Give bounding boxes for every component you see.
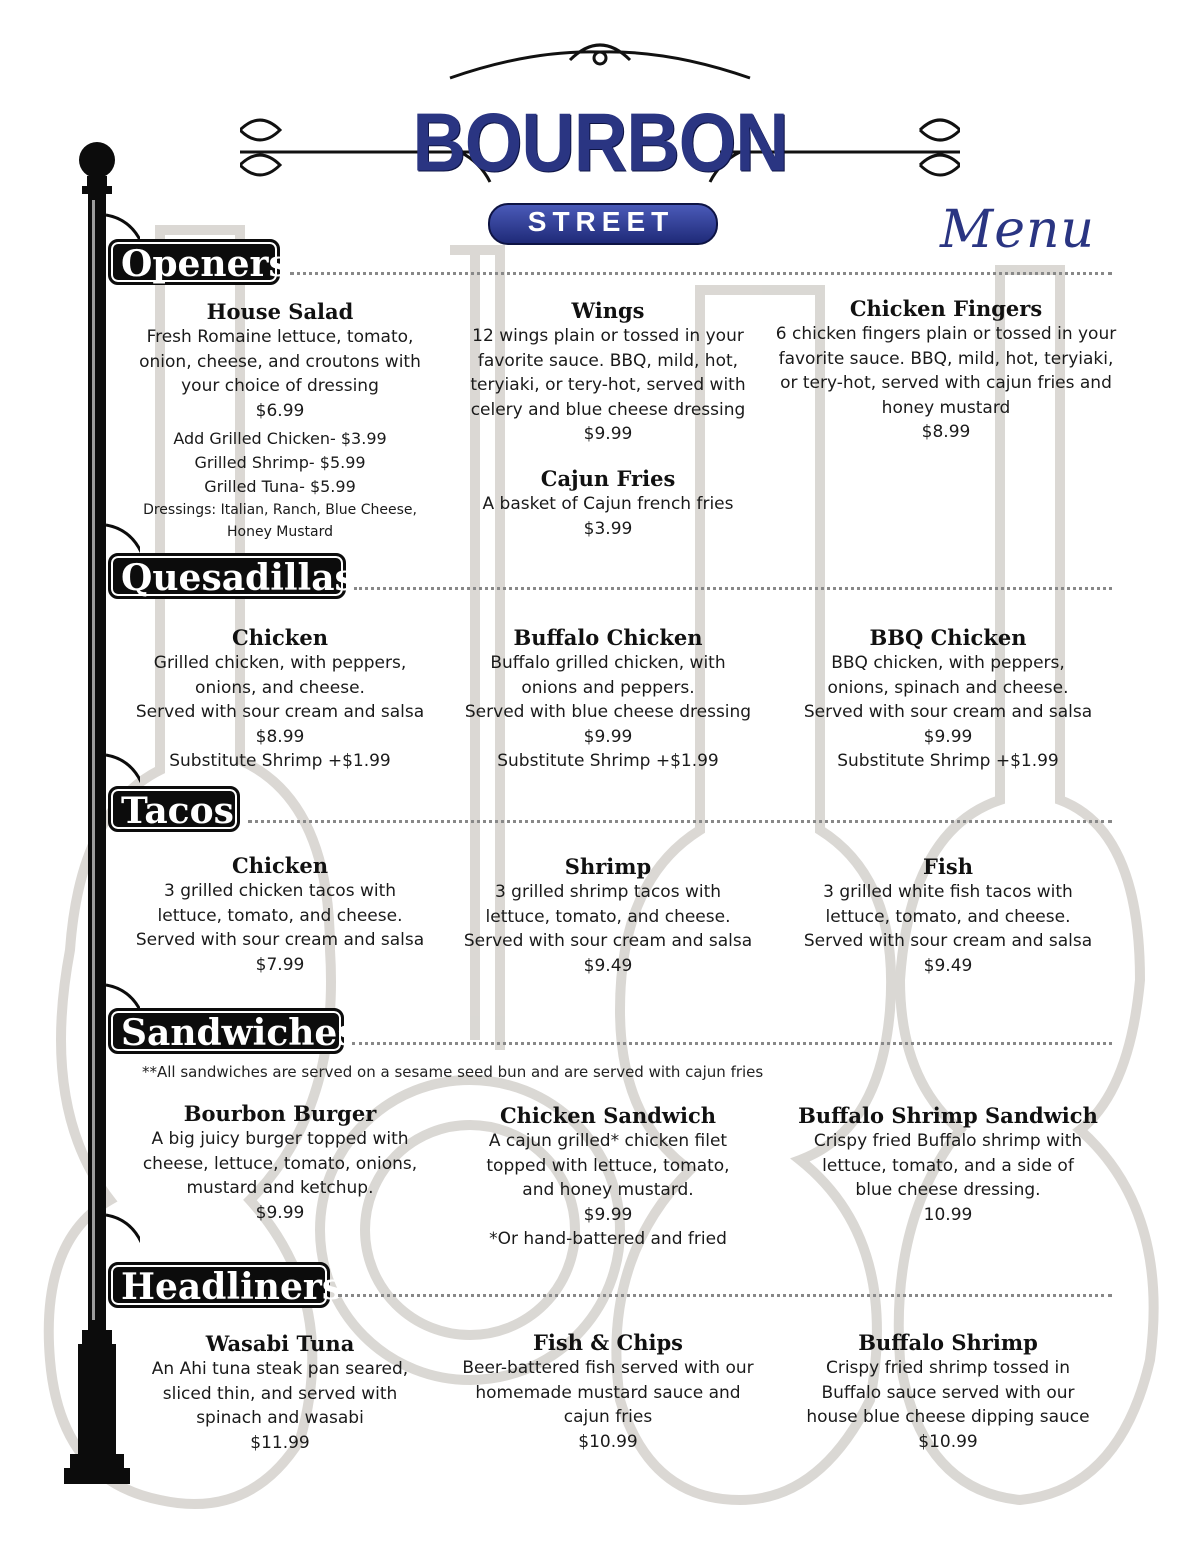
item-price: $10.99 bbox=[918, 1431, 978, 1452]
item-name: House Salad bbox=[206, 299, 354, 324]
item-desc: cajun fries bbox=[563, 1407, 653, 1427]
item-name: Chicken Sandwich bbox=[499, 1103, 717, 1128]
item-desc: 12 wings plain or tossed in your bbox=[472, 326, 744, 346]
menu-item-quesadilla-buffalo-chicken bbox=[448, 624, 768, 774]
item-desc: 3 grilled chicken tacos with bbox=[163, 881, 397, 901]
menu-item-quesadilla-chicken bbox=[120, 624, 440, 774]
item-name: Buffalo Shrimp Sandwich bbox=[798, 1103, 1098, 1128]
item-desc: and honey mustard. bbox=[522, 1180, 694, 1200]
item-desc: blue cheese dressing. bbox=[855, 1180, 1041, 1200]
item-desc: 3 grilled shrimp tacos with bbox=[494, 882, 722, 902]
item-price: $9.49 bbox=[923, 955, 973, 976]
item-desc: topped with lettuce, tomato, bbox=[486, 1155, 730, 1176]
item-name: Shrimp bbox=[564, 854, 652, 879]
item-price: $10.99 bbox=[578, 1431, 638, 1452]
item-name: Fish bbox=[923, 854, 973, 879]
brand-sub: STREET bbox=[527, 206, 675, 237]
item-price: $6.99 bbox=[255, 400, 305, 421]
item-desc: BBQ chicken, with peppers, bbox=[831, 653, 1065, 673]
section-rule-sandwiches bbox=[352, 1042, 1112, 1045]
item-name: Wasabi Tuna bbox=[205, 1331, 355, 1356]
item-price: $9.99 bbox=[923, 726, 973, 747]
item-desc: Served with sour cream and salsa bbox=[803, 931, 1093, 951]
item-addon: Substitute Shrimp +$1.99 bbox=[497, 751, 719, 771]
item-desc: homemade mustard sauce and bbox=[475, 1382, 741, 1403]
item-desc: cheese, lettuce, tomato, onions, bbox=[142, 1153, 418, 1174]
menu-script-title: Menu bbox=[940, 200, 1095, 260]
menu-item-taco-chicken bbox=[120, 852, 440, 977]
item-desc: Crispy fried Buffalo shrimp with bbox=[813, 1131, 1083, 1151]
item-addon: Add Grilled Chicken- $3.99 bbox=[173, 429, 387, 448]
item-price: $9.49 bbox=[583, 955, 633, 976]
logo bbox=[240, 40, 960, 237]
item-desc: lettuce, tomato, and cheese. bbox=[825, 906, 1071, 927]
section-rule-tacos bbox=[248, 820, 1112, 823]
section-rule-openers bbox=[290, 272, 1112, 275]
menu-item-wasabi-tuna bbox=[120, 1330, 440, 1455]
item-price: $3.99 bbox=[583, 518, 633, 539]
item-desc: Fresh Romaine lettuce, tomato, bbox=[146, 327, 414, 347]
menu-item-cajun-fries bbox=[448, 465, 768, 541]
item-price: 10.99 bbox=[923, 1204, 973, 1225]
section-header-sandwiches: Sandwiches bbox=[108, 1008, 344, 1054]
item-desc: favorite sauce. BBQ, mild, hot, bbox=[477, 350, 739, 371]
menu-item-buffalo-shrimp-sandwich bbox=[778, 1102, 1118, 1227]
item-name: BBQ Chicken bbox=[869, 625, 1027, 650]
item-addon: Substitute Shrimp +$1.99 bbox=[837, 751, 1059, 771]
item-price: $9.99 bbox=[583, 1204, 633, 1225]
item-desc: your choice of dressing bbox=[181, 376, 379, 396]
item-desc: Served with sour cream and salsa bbox=[463, 931, 753, 951]
item-desc: house blue cheese dipping sauce bbox=[806, 1407, 1090, 1427]
item-desc: onions, spinach and cheese. bbox=[827, 677, 1069, 698]
item-desc: Served with sour cream and salsa bbox=[803, 702, 1093, 722]
item-desc: 3 grilled white fish tacos with bbox=[823, 882, 1073, 902]
item-name: Chicken bbox=[232, 853, 328, 878]
item-name: Buffalo Chicken bbox=[513, 625, 703, 650]
item-desc: onions and peppers. bbox=[521, 677, 695, 698]
sandwiches-note: **All sandwiches are served on a sesame seed bun and are served with cajun fries bbox=[142, 1063, 764, 1081]
section-header-tacos: Tacos bbox=[108, 786, 240, 832]
item-name: Buffalo Shrimp bbox=[858, 1330, 1038, 1355]
item-desc: Crispy fried shrimp tossed in bbox=[825, 1358, 1071, 1378]
item-price: $8.99 bbox=[255, 726, 305, 747]
item-desc: Beer-battered fish served with our bbox=[462, 1358, 754, 1378]
item-price: $9.99 bbox=[583, 726, 633, 747]
item-desc: A big juicy burger topped with bbox=[151, 1129, 409, 1149]
item-name: Chicken Fingers bbox=[849, 296, 1043, 321]
item-addon: Grilled Tuna- $5.99 bbox=[204, 477, 356, 496]
item-desc: teryiaki, or tery-hot, served with bbox=[470, 375, 746, 395]
menu-item-wings bbox=[448, 297, 768, 447]
item-desc: A basket of Cajun french fries bbox=[482, 494, 734, 514]
item-desc: or tery-hot, served with cajun fries and bbox=[780, 373, 1112, 393]
item-dressings: Dressings: Italian, Ranch, Blue Cheese, bbox=[143, 502, 417, 518]
menu-item-chicken-sandwich bbox=[448, 1102, 768, 1252]
item-desc: 6 chicken fingers plain or tossed in your bbox=[775, 324, 1117, 344]
item-name: Cajun Fries bbox=[540, 466, 676, 491]
item-dressings: Honey Mustard bbox=[226, 524, 334, 540]
item-desc: lettuce, tomato, and cheese. bbox=[485, 906, 731, 927]
menu-item-quesadilla-bbq-chicken bbox=[788, 624, 1108, 774]
item-name: Bourbon Burger bbox=[183, 1101, 377, 1126]
brand-name: BOURBON bbox=[412, 95, 788, 189]
menu-item-chicken-fingers bbox=[766, 295, 1126, 445]
item-addon: Substitute Shrimp +$1.99 bbox=[169, 751, 391, 771]
menu-item-bourbon-burger bbox=[120, 1100, 440, 1225]
section-header-openers: Openers bbox=[108, 239, 280, 285]
item-desc: lettuce, tomato, and a side of bbox=[822, 1155, 1074, 1176]
item-desc: Buffalo grilled chicken, with bbox=[490, 653, 726, 673]
item-name: Wings bbox=[571, 298, 645, 323]
item-price: $9.99 bbox=[255, 1202, 305, 1223]
menu-item-taco-fish bbox=[788, 853, 1108, 978]
section-header-quesadillas: Quesadillas bbox=[108, 553, 346, 599]
item-desc: favorite sauce. BBQ, mild, hot, teryiaki, bbox=[778, 348, 1114, 369]
item-desc: sliced thin, and served with bbox=[162, 1383, 398, 1404]
item-desc: Grilled chicken, with peppers, bbox=[153, 653, 407, 673]
item-desc: Served with sour cream and salsa bbox=[135, 930, 425, 950]
item-desc: mustard and ketchup. bbox=[186, 1178, 374, 1198]
item-name: Fish & Chips bbox=[532, 1330, 684, 1355]
item-note: *Or hand-battered and fried bbox=[489, 1229, 727, 1249]
section-header-headliners: Headliners bbox=[108, 1262, 330, 1308]
item-desc: A cajun grilled* chicken filet bbox=[488, 1131, 728, 1151]
item-price: $8.99 bbox=[921, 422, 971, 442]
section-rule-quesadillas bbox=[354, 587, 1112, 590]
item-desc: onions, and cheese. bbox=[195, 677, 365, 698]
item-desc: Buffalo sauce served with our bbox=[821, 1382, 1075, 1403]
item-desc: honey mustard bbox=[881, 397, 1011, 418]
item-price: $7.99 bbox=[255, 954, 305, 975]
item-desc: An Ahi tuna steak pan seared, bbox=[151, 1359, 409, 1379]
item-desc: Served with sour cream and salsa bbox=[135, 702, 425, 722]
item-addon: Grilled Shrimp- $5.99 bbox=[194, 453, 366, 472]
item-desc: celery and blue cheese dressing bbox=[470, 399, 746, 420]
menu-item-taco-shrimp bbox=[448, 853, 768, 978]
menu-item-house-salad bbox=[120, 298, 440, 543]
item-desc: Served with blue cheese dressing bbox=[464, 702, 752, 722]
item-price: $9.99 bbox=[583, 424, 633, 444]
menu-item-buffalo-shrimp bbox=[788, 1329, 1108, 1454]
item-name: Chicken bbox=[232, 625, 328, 650]
item-desc: lettuce, tomato, and cheese. bbox=[157, 905, 403, 926]
item-desc: onion, cheese, and croutons with bbox=[139, 351, 421, 372]
item-desc: spinach and wasabi bbox=[196, 1408, 364, 1428]
menu-item-fish-and-chips bbox=[448, 1329, 768, 1454]
section-rule-headliners bbox=[338, 1294, 1112, 1297]
item-price: $11.99 bbox=[250, 1432, 310, 1453]
